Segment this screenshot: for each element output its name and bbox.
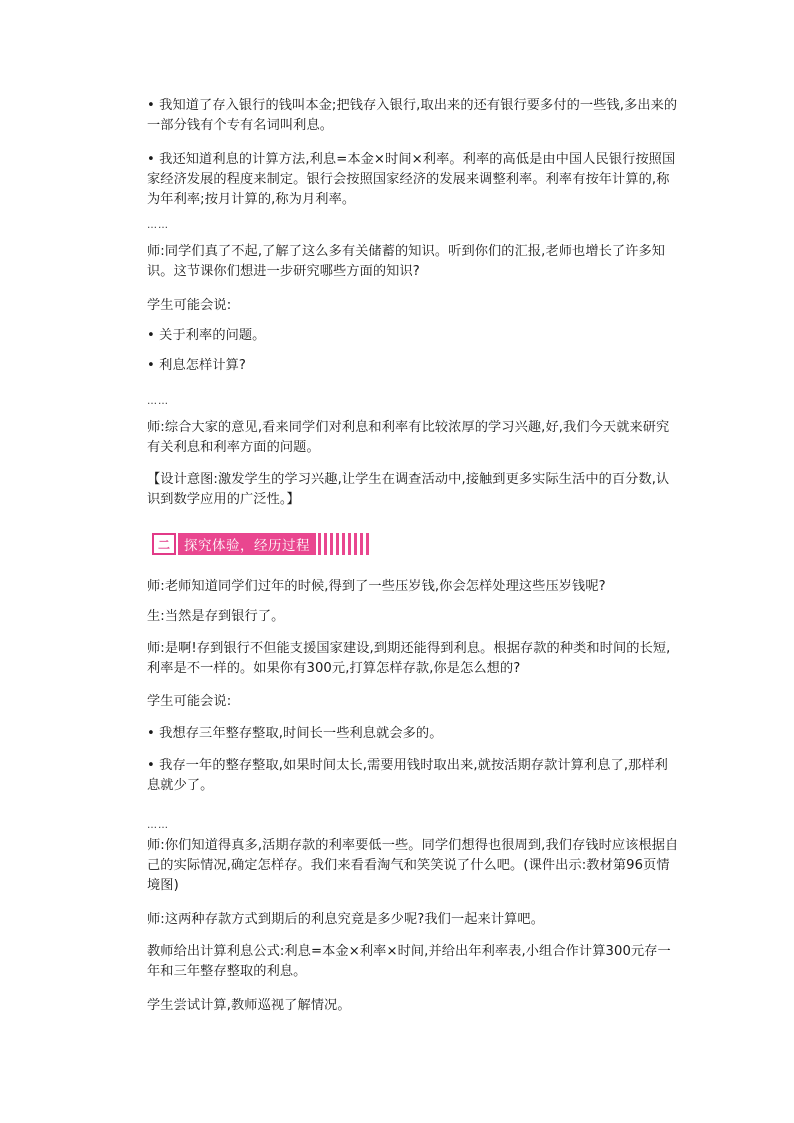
paragraph-students-may-say: 学生可能会说: [147, 298, 232, 313]
paragraph-teacher-praise: 师:同学们真了不起,了解了这么多有关储蓄的知识。听到你们的汇报,老师也增长了许多知识。这节课你们想进一步研究哪些方面的知识? [147, 244, 666, 279]
paragraph-teacher-calc-together: 师:这两种存款方式到期后的利息究竟是多少呢?我们一起来计算吧。 [147, 912, 544, 927]
paragraph-bullet-principal-interest: • 我知道了存入银行的钱叫本金;把钱存入银行,取出来的还有银行要多付的一些钱,多出来的一部分钱有个专有名词叫利息。 [147, 98, 678, 133]
paragraph-students-try: 学生尝试计算,教师巡视了解情况。 [147, 998, 351, 1013]
section-number: 二 [152, 533, 176, 555]
paragraph-teacher-new-year: 师:老师知道同学们过年的时候,得到了一些压岁钱,你会怎样处理这些压岁钱呢? [147, 579, 606, 594]
ellipsis-2: …… [147, 396, 169, 407]
paragraph-teacher-300-yuan: 师:是啊!存到银行不但能支援国家建设,到期还能得到利息。根据存款的种类和时间的长短,利率是不一样的。如果你有300元,打算怎样存款,你是怎么想的? [147, 641, 671, 676]
paragraph-student-bank: 生:当然是存到银行了。 [147, 609, 285, 624]
ellipsis-1: …… [147, 220, 169, 231]
paragraph-bullet-interest-formula: • 我还知道利息的计算方法,利息=本金×时间×利率。利率的高低是由中国人民银行按照国家经济发展的程度来制定。银行会按照国家经济的发展来调整利率。利率有按年计算的,称为年利率;按月计算的,称为月利率。 [147, 152, 676, 207]
paragraph-bullet-three-year: • 我想存三年整存整取,时间长一些利息就会多的。 [147, 726, 443, 741]
section-header [152, 533, 369, 555]
paragraph-bullet-rate-question: • 关于利率的问题。 [147, 328, 266, 343]
section-stripe-decoration [318, 533, 369, 555]
paragraph-bullet-one-year: • 我存一年的整存整取,如果时间太长,需要用钱时取出来,就按活期存款计算利息了,那样利息就少了。 [147, 758, 668, 793]
paragraph-students-may-say-2: 学生可能会说: [147, 694, 232, 709]
paragraph-design-intent: 【设计意图:激发学生的学习兴趣,让学生在调查活动中,接触到更多实际生活中的百分数,认识到数学应用的广泛性。】 [147, 472, 670, 507]
section-title: 探究体验，经历过程 [178, 533, 316, 555]
paragraph-teacher-demand-deposit: 师:你们知道得真多,活期存款的利率要低一些。同学们想得也很周到,我们存钱时应该根据自己的实际情况,确定怎样存。我们来看看淘气和笑笑说了什么吧。(课件出示:教材第96页情境图) [147, 838, 679, 893]
ellipsis-3: …… [147, 820, 169, 831]
paragraph-teacher-summary: 师:综合大家的意见,看来同学们对利息和利率有比较浓厚的学习兴趣,好,我们今天就来研究有关利息和利率方面的问题。 [147, 420, 670, 455]
paragraph-teacher-formula: 教师给出计算利息公式:利息=本金×利率×时间,并给出年利率表,小组合作计算300元存一年和三年整存整取的利息。 [147, 944, 671, 979]
paragraph-bullet-how-calculate: • 利息怎样计算? [147, 358, 246, 373]
